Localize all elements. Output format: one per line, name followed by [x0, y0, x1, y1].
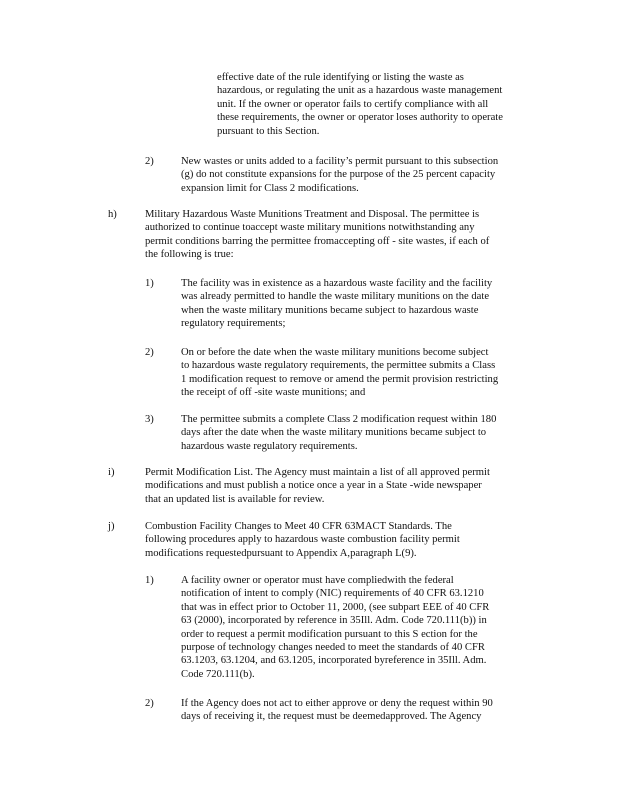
text-line: A facility owner or operator must have compliedwith the federal	[181, 575, 454, 586]
item-letter-i: i)	[108, 467, 115, 478]
item-number-j2: 2)	[145, 698, 154, 709]
item-letter-h: h)	[108, 209, 117, 220]
item-number-h3: 3)	[145, 414, 154, 425]
paragraph-h	[145, 208, 533, 262]
text-line: effective date of the rule identifying or listing the waste as	[217, 72, 464, 83]
text-line: modifications requestedpursuant to Appendix A,paragraph L(9).	[145, 547, 417, 559]
paragraph-h3	[181, 413, 537, 453]
text-line: the following is true:	[145, 249, 234, 261]
text-line: order to request a permit modification pursuant to this S ection for the	[181, 628, 478, 640]
paragraph-j2	[181, 697, 535, 724]
text-line: Combustion Facility Changes to Meet 40 CFR 63MACT Standards. The	[145, 521, 452, 532]
text-line: regulatory requirements;	[181, 318, 286, 330]
text-line: purpose of technology changes needed to meet the standards of 40 CFR	[181, 642, 485, 654]
text-line: these requirements, the owner or operator loses authority to operate	[217, 112, 503, 124]
text-line: On or before the date when the waste military munitions become subject	[181, 347, 489, 358]
text-line: New wastes or units added to a facility’s permit pursuant to this subsection	[181, 156, 499, 167]
text-line: when the waste military munitions became subject to hazardous waste	[181, 304, 479, 316]
text-line: modifications and must publish a notice once a year in a State -wide newspaper	[145, 480, 482, 492]
paragraph-j	[145, 520, 501, 560]
text-line: The facility was in existence as a hazardous waste facility and the facility	[181, 278, 493, 289]
text-line: 63.1203, 63.1204, and 63.1205, incorporated byreference in 35Ill. Adm.	[181, 655, 487, 667]
text-line: authorized to continue toaccept waste military munitions notwithstanding any	[145, 222, 475, 234]
text-line: that an updated list is available for review.	[145, 493, 325, 505]
item-number-j1: 1)	[145, 575, 154, 586]
text-line: 1 modification request to remove or amend the permit provision restricting	[181, 373, 499, 385]
text-line: the receipt of off -site waste munitions; and	[181, 387, 366, 399]
text-line: (g) do not constitute expansions for the purpose of the 25 percent capacity	[181, 169, 496, 181]
paragraph-h2	[181, 346, 535, 400]
item-number-g2: 2)	[145, 156, 154, 167]
paragraph-h1	[181, 277, 531, 331]
text-line: If the Agency does not act to either approve or deny the request within 90	[181, 698, 493, 709]
item-number-h1: 1)	[145, 278, 154, 289]
text-line: pursuant to this Section.	[217, 125, 320, 137]
text-line: Permit Modification List. The Agency must maintain a list of all approved permit	[145, 467, 490, 478]
text-line: Code 720.111(b).	[181, 668, 255, 680]
text-line: following procedures apply to hazardous waste combustion facility permit	[145, 534, 460, 546]
paragraph-i	[145, 466, 537, 506]
text-line: notification of intent to comply (NIC) requirements of 40 CFR 63.1210	[181, 588, 484, 600]
text-line: unit. If the owner or operator fails to certify compliance with all	[217, 98, 489, 110]
text-line: days of receiving it, the request must be deemedapproved. The Agency	[181, 711, 482, 723]
text-line: The permittee submits a complete Class 2 modification request within 180	[181, 414, 497, 425]
text-line: was already permitted to handle the waste military munitions on the date	[181, 291, 490, 303]
text-line: hazardous, or regulating the unit as a hazardous waste management	[217, 85, 503, 97]
continued-paragraph	[217, 71, 534, 138]
text-line: permit conditions barring the permittee fromaccepting off - site wastes, if each of	[145, 235, 490, 247]
text-line: days after the date when the waste military munitions became subject to	[181, 427, 487, 439]
paragraph-g2	[181, 155, 535, 195]
text-line: expansion limit for Class 2 modifications.	[181, 182, 359, 194]
item-letter-j: j)	[108, 521, 115, 532]
text-line: hazardous waste regulatory requirements.	[181, 440, 358, 452]
text-line: to hazardous waste regulatory requirements, the permittee submits a Class	[181, 360, 496, 372]
text-line: Military Hazardous Waste Munitions Treatment and Disposal. The permittee is	[145, 209, 480, 220]
text-line: 63 (2000), incorporated by reference in 35Ill. Adm. Code 720.111(b)) in	[181, 615, 487, 627]
paragraph-j1	[181, 574, 535, 681]
text-line: that was in effect prior to October 11, 2000, (see subpart EEE of 40 CFR	[181, 601, 490, 613]
item-number-h2: 2)	[145, 347, 154, 358]
